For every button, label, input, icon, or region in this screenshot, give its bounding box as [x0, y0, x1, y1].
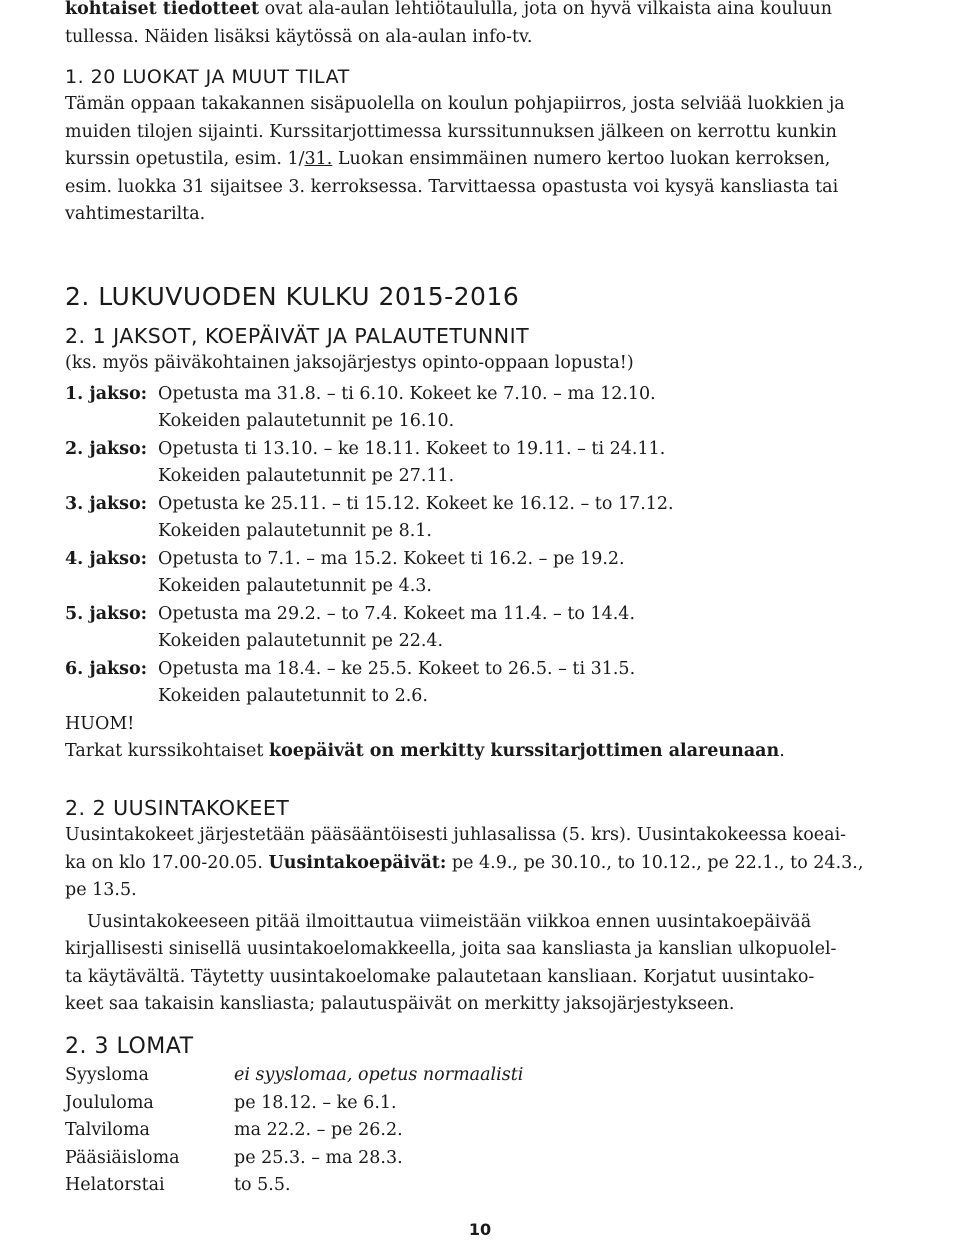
- holiday-row: [65, 1117, 895, 1145]
- huom-text: [65, 738, 895, 766]
- period-feedback: Kokeiden palautetunnit pe 8.1.: [158, 521, 432, 541]
- huom-label: HUOM!: [65, 713, 135, 734]
- period-label: 2. jakso:: [65, 438, 148, 459]
- period-feedback-row: [65, 683, 895, 711]
- period-row: [65, 656, 895, 684]
- section-heading: 2. 2 UUSINTAKOKEET: [65, 796, 290, 820]
- period-feedback-row: [65, 628, 895, 656]
- holiday-row: [65, 1090, 895, 1118]
- period-label: 4. jakso:: [65, 548, 148, 569]
- holiday-name: Talviloma: [65, 1120, 150, 1140]
- holiday-name: Helatorstai: [65, 1175, 165, 1195]
- period-dates: Opetusta ma 29.2. – to 7.4. Kokeet ma 11.4. – to 14.4.: [158, 603, 636, 624]
- section-heading: 2. 3 LOMAT: [65, 1034, 194, 1059]
- spacer: [65, 518, 158, 546]
- section-periods: [65, 323, 895, 766]
- holiday-dates: pe 18.12. – ke 6.1.: [234, 1092, 397, 1113]
- paragraph-line: keet saa takaisin kansliasta; palautuspäivät on merkitty jaksojärjestykseen.: [65, 994, 735, 1014]
- spacer: [65, 573, 158, 601]
- periods-list: [65, 381, 895, 711]
- holiday-dates: pe 25.3. – ma 28.3.: [234, 1147, 403, 1168]
- period-dates: Opetusta ma 18.4. – ke 25.5. Kokeet to 26.5. – ti 31.5.: [158, 658, 636, 679]
- holiday-name: Joululoma: [65, 1092, 154, 1113]
- period-row: [65, 601, 895, 629]
- section-year: [65, 281, 895, 313]
- page-title: 2. LUKUVUODEN KULKU 2015-2016: [65, 282, 520, 311]
- spacer: [65, 408, 158, 436]
- bold-text: koepäivät on merkitty kurssitarjottimen alareunaan: [268, 741, 780, 761]
- period-feedback: Kokeiden palautetunnit pe 22.4.: [158, 631, 444, 651]
- period-dates: Opetusta ma 31.8. – ti 6.10. Kokeet ke 7.10. – ma 12.10.: [158, 383, 656, 404]
- text-span: pe 4.9., pe 30.10., to 10.12., pe 22.1., to 24.3.,: [446, 852, 864, 873]
- period-row: [65, 491, 895, 519]
- section-retakes: [65, 795, 895, 1019]
- text-span: ka on klo 17.00-20.05.: [65, 852, 269, 873]
- period-dates: Opetusta ke 25.11. – ti 15.12. Kokeet ke 16.12. – to 17.12.: [158, 493, 674, 514]
- holiday-dates: ei syyslomaa, opetus normaalisti: [234, 1065, 524, 1085]
- period-row: [65, 546, 895, 574]
- bold-text: Uusintakoepäivät:: [268, 852, 447, 873]
- intro-paragraph: [65, 0, 895, 51]
- text-span: Luokan ensimmäinen numero kertoo luokan kerroksen,: [332, 149, 831, 169]
- paragraph-line: muiden tilojen sijainti. Kurssitarjottimessa kurssitunnuksen jälkeen on kerrottu kunkin: [65, 121, 837, 142]
- paragraph-line: [65, 850, 895, 878]
- text-span: Tarkat kurssikohtaiset: [65, 741, 269, 761]
- period-feedback: Kokeiden palautetunnit pe 27.11.: [158, 466, 455, 486]
- period-feedback: Kokeiden palautetunnit pe 4.3.: [158, 576, 432, 596]
- period-feedback-row: [65, 518, 895, 546]
- period-feedback-row: [65, 463, 895, 491]
- paragraph-line: Tämän oppaan takakannen sisäpuolella on koulun pohjapiirros, josta selviää luokkien ja: [65, 94, 845, 114]
- intro-text-2: tullessa. Näiden lisäksi käytössä on ala-aulan info-tv.: [65, 26, 533, 47]
- paragraph-line: Uusintakokeet järjestetään pääsääntöisesti juhlasalissa (5. krs). Uusintakokeessa koeai-: [65, 825, 847, 845]
- period-dates: Opetusta ti 13.10. – ke 18.11. Kokeet to 19.11. – ti 24.11.: [158, 438, 666, 459]
- underlined-text: 31.: [304, 149, 333, 169]
- holiday-row: [65, 1172, 895, 1200]
- period-feedback-row: [65, 408, 895, 436]
- holiday-dates: to 5.5.: [234, 1175, 291, 1195]
- paragraph-line: pe 13.5.: [65, 880, 137, 900]
- period-dates: Opetusta to 7.1. – ma 15.2. Kokeet ti 16.2. – pe 19.2.: [158, 548, 625, 569]
- intro-text: ovat ala-aulan lehtiötaululla, jota on hyvä vilkaista aina kouluun: [259, 0, 832, 19]
- spacer: [65, 628, 158, 656]
- holiday-name: Syysloma: [65, 1065, 149, 1085]
- note-text: (ks. myös päiväkohtainen jaksojärjestys opinto-oppaan lopusta!): [65, 353, 634, 373]
- period-feedback: Kokeiden palautetunnit pe 16.10.: [158, 411, 455, 431]
- paragraph-line: Uusintakokeeseen pitää ilmoittautua viimeistään viikkoa ennen uusintakoepäivää: [87, 911, 812, 932]
- intro-bold: kohtaiset tiedotteet: [65, 0, 260, 19]
- holiday-row: [65, 1062, 895, 1090]
- holidays-table: [65, 1062, 895, 1200]
- page-number: 10: [468, 1220, 492, 1239]
- section-heading: 1. 20 LUOKAT JA MUUT TILAT: [65, 66, 350, 88]
- period-label: 3. jakso:: [65, 493, 148, 514]
- section-rooms: [65, 64, 895, 229]
- period-label: 5. jakso:: [65, 603, 148, 624]
- period-label: 6. jakso:: [65, 658, 148, 679]
- period-label: 1. jakso:: [65, 383, 148, 404]
- paragraph-line: ta käytävältä. Täytetty uusintakoelomake palautetaan kansliaan. Korjatut uusintako-: [65, 966, 815, 987]
- spacer: [65, 683, 158, 711]
- text-span: kurssin opetustila, esim. 1/: [65, 149, 305, 169]
- paragraph-line: esim. luokka 31 sijaitsee 3. kerroksessa. Tarvittaessa opastusta voi kysyä kansliasta tai: [65, 176, 839, 197]
- paragraph-line: kirjallisesti sinisellä uusintakoelomakkeella, joita saa kansliasta ja kanslian ulkopuolel-: [65, 939, 837, 959]
- section-heading: 2. 1 JAKSOT, KOEPÄIVÄT JA PALAUTETUNNIT: [65, 324, 530, 348]
- paragraph-line: [65, 146, 895, 174]
- period-feedback: Kokeiden palautetunnit to 2.6.: [158, 686, 428, 706]
- period-row: [65, 436, 895, 464]
- text-span: .: [779, 741, 785, 761]
- section-holidays: [65, 1032, 895, 1200]
- period-feedback-row: [65, 573, 895, 601]
- period-row: [65, 381, 895, 409]
- paragraph-line: vahtimestarilta.: [65, 204, 206, 224]
- holiday-row: [65, 1145, 895, 1173]
- holiday-dates: ma 22.2. – pe 26.2.: [234, 1120, 403, 1140]
- spacer: [65, 463, 158, 491]
- holiday-name: Pääsiäisloma: [65, 1147, 180, 1168]
